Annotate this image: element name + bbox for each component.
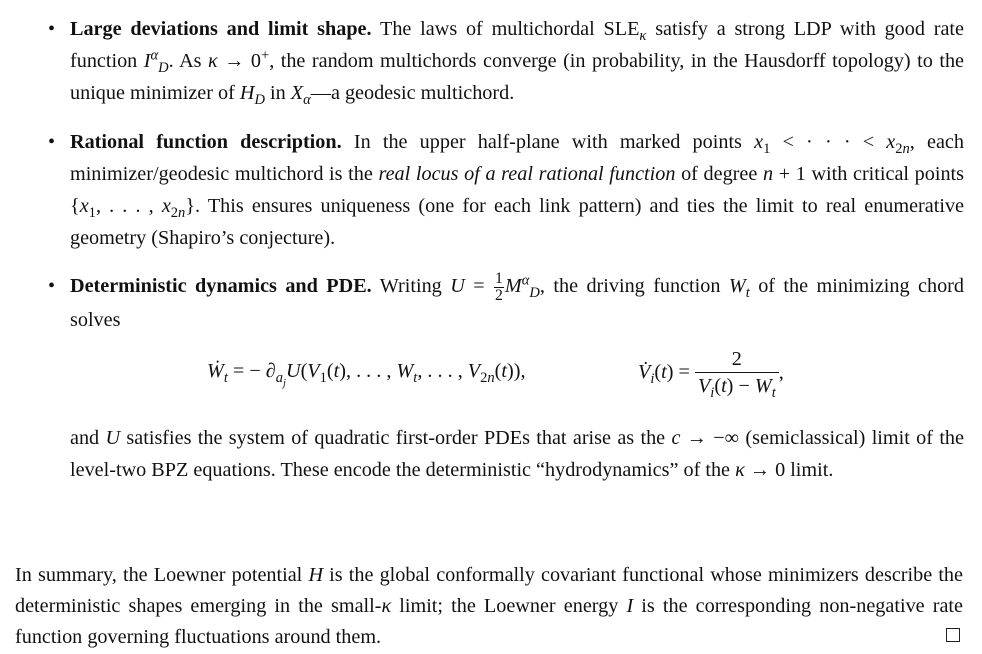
text: , each minimizer/geodesic multichord is the [70,131,964,185]
text: satisfy a strong LDP with good rate function [70,18,964,72]
bullet-marker: • [48,275,56,297]
equation-driving: Ẇ$_t$ = − $\partial_{a_j}U(V_1(t)$, . . . , $W_t$, . . . , $V_{2n}(t)$), [207,360,526,389]
math-critical-points: {$x_1$, . . . , $x_{2n}$} [70,195,196,222]
math-driving-function: $W_t$ [728,275,750,302]
text: of the minimizing chord solves [70,275,964,331]
text: is the global conformally covariant functional whose minimizers describe the deterministic shapes emerging in the small- [15,564,963,617]
text: In the upper half-plane with marked points [341,131,755,153]
math-rate-function: $I^\alpha_D$ [143,47,169,77]
equation-loewner-flow: $V̇_i(t)$ = $\frac{2}{V_i(t) - W_t}$ , [638,348,784,402]
text: , the random multichords converge (in probability, in the Hausdorff topology) to the unique minimizer of [70,50,965,104]
text: . This ensures uniqueness (one for each link pattern) and ties the limit to real enumerative geometry (Shapiro’s conjecture). [70,195,964,249]
math-c-limit: c → −∞ [671,427,740,449]
summary-paragraph [15,560,963,653]
text: limit. [785,459,834,481]
bullet-deterministic-dynamics-continued [70,422,964,486]
text: , the driving function [539,275,729,297]
math-kappa: κ [381,595,392,617]
text: —a geodesic multichord. [310,82,515,104]
math-U-definition: U = $\frac{1}{2}$ $M^\alpha_D$ [450,270,540,304]
text: and [70,427,106,449]
text: of degree [675,163,763,185]
text: in [264,82,291,104]
emphasis: real locus of a real rational function [378,163,676,185]
bullet-rational-function [48,126,965,254]
math-U: U [105,427,121,449]
text: satisfies the system of quadratic first-order PDEs that arise as the [120,427,672,449]
math-potential: $H_D$ [239,82,265,109]
math-degree: n + 1 [762,163,806,185]
bullet-marker: • [48,131,56,153]
text: In summary, the Loewner potential [15,564,309,586]
text: (semiclassical) limit of the level-two BPZ equations. These encode the deterministic “hydrodynamics” of the [70,427,964,481]
math-space: $X_\alpha$ [290,82,311,109]
bullet-lead: Deterministic dynamics and PDE. [70,275,372,297]
bullet-lead: Large deviations and limit shape. [70,18,372,40]
math-kappa-limit: κ → 0+ [208,47,270,72]
bullet-deterministic-dynamics [48,270,964,336]
bullet-large-deviations [48,13,965,109]
bullet-lead: Rational function description. [70,131,342,153]
text: . As [168,50,209,72]
bullet-marker: • [48,18,56,40]
math-I: I [626,595,634,617]
qed-box-icon [946,628,960,642]
math-kappa-zero: κ → 0 [735,459,786,481]
text: with critical points [805,163,965,185]
math-kappa: κ [639,28,647,45]
math-marked-points: $x_1$ < · · · < $x_{2n}$ [754,131,910,158]
math-H: H [308,564,324,586]
text: is the corresponding non-negative rate function governing fluctuations around them. [15,595,963,648]
text: The laws of multichordal SLE [371,18,640,40]
text: Writing [371,275,451,297]
text: limit; the Loewner energy [391,595,627,617]
